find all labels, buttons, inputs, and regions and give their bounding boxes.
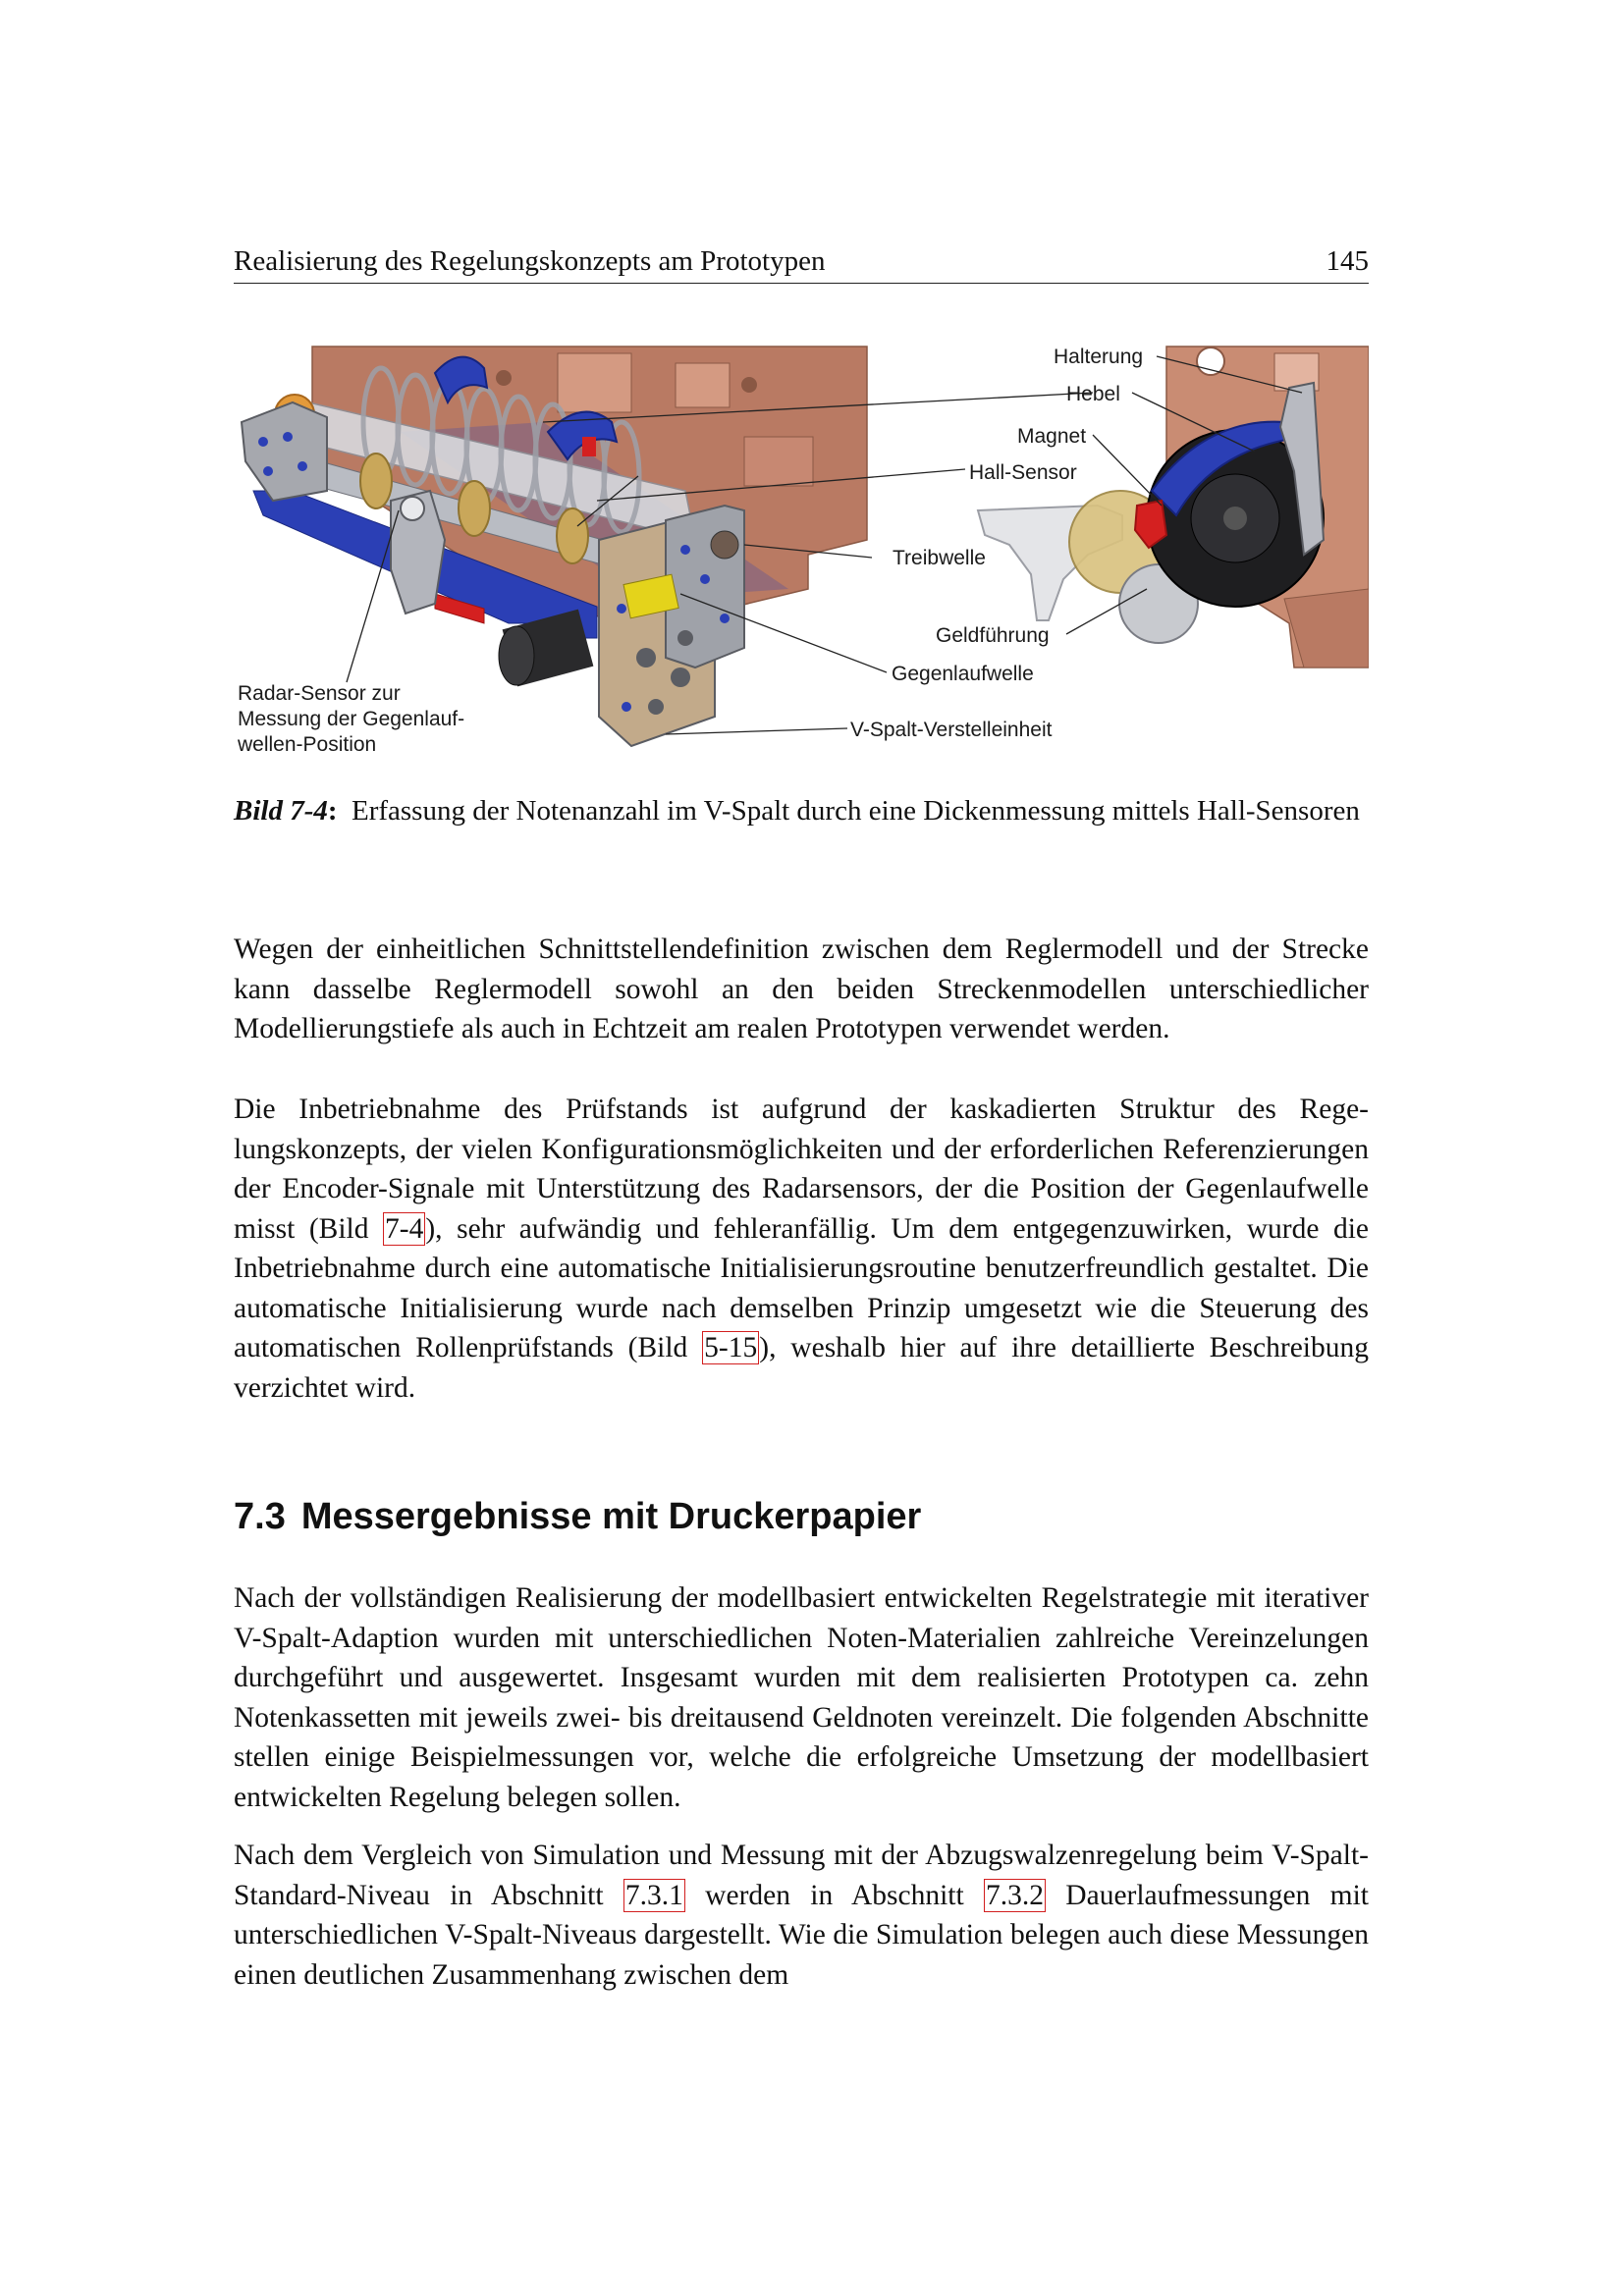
para4-text-1: Nach dem Vergleich von Simulation und Messung mit der Abzugswalzenregelung beim V-Spalt-Standard-Niveau in Abschnitt <box>234 1840 1369 1911</box>
page-number: 145 <box>1326 245 1369 277</box>
detail-right-view <box>978 347 1369 667</box>
label-magnet: Magnet <box>1017 425 1087 448</box>
caption-colon: : <box>327 795 338 827</box>
ref-bild-7-4[interactable]: 7-4 <box>385 1212 424 1245</box>
label-treibwelle: Treibwelle <box>893 547 986 569</box>
running-title: Realisierung des Regelungskonzepts am Prototypen <box>234 245 826 277</box>
section-title: Messergebnisse mit Druckerpapier <box>300 1496 922 1537</box>
label-geldfuehrung: Geldführung <box>936 624 1050 647</box>
label-halterung: Halterung <box>1054 346 1144 368</box>
page-header <box>234 243 1369 284</box>
figure-caption <box>234 791 1369 830</box>
label-radar-line1: Radar-Sensor zur <box>238 682 401 705</box>
para4-text-3: Dauerlaufmessungen mit unterschiedlichen V-Spalt-Niveaus dargestellt. Wie die Simulation belegen auch diese Messungen einen deutlichen Zusammenhang zwischen dem <box>234 1879 1369 1991</box>
caption-label-text: Bild 7-4 <box>234 795 328 827</box>
label-hall-sensor: Hall-Sensor <box>969 461 1077 484</box>
section-heading <box>234 1496 921 1538</box>
red-magnet-1 <box>582 437 596 456</box>
label-gegenlaufwelle: Gegenlaufwelle <box>892 663 1034 685</box>
label-hebel: Hebel <box>1066 383 1120 405</box>
paragraph-1: Wegen der einheitlichen Schnittstellendefinition zwischen dem Reglermodell und der Strecke kann dasselbe Reglermodell sowohl an den beiden Streckenmodellen unterschiedlicher Modellierungstiefe als auch in Echtzeit am realen Prototypen verwendet werden. <box>234 934 1369 1044</box>
v-spalt-unit <box>599 506 744 746</box>
label-v-spalt: V-Spalt-Verstelleinheit <box>850 719 1053 741</box>
section-number: 7.3 <box>234 1496 286 1537</box>
caption-text: Erfassung der Notenanzahl im V-Spalt durch eine Dickenmessung mittels Hall-Sensoren <box>352 795 1360 827</box>
ref-section-7-3-1[interactable]: 7.3.1 <box>624 1879 683 1911</box>
ref-bild-5-15[interactable]: 5-15 <box>704 1332 758 1363</box>
label-radar-line3: wellen-Position <box>238 733 377 756</box>
para4-text-2: werden in Abschnitt <box>684 1879 984 1911</box>
figure-illustration <box>234 344 1369 775</box>
para2-text-2: ), sehr aufwändig und fehleranfällig. Um dem entgegenzuwirken, wurde die Inbetriebnahme durch eine automatische Initialisierungsroutine benutzerfreundlich gestaltet. Die automatische Initialisierung wurde nach demselben Prinzip umgesetzt wie die Steuerung des automatischen Rollenprüfstands (Bild <box>234 1212 1369 1363</box>
label-radar-line2: Messung der Gegenlauf- <box>238 708 465 730</box>
paragraph-2 <box>234 1090 1369 1408</box>
para2-text-3: ), weshalb hier auf ihre detaillierte Beschreibung verzichtet wird. <box>234 1332 1369 1404</box>
detail-bore <box>1197 347 1224 375</box>
ref-section-7-3-2[interactable]: 7.3.2 <box>985 1879 1044 1911</box>
figure-7-4 <box>234 344 1369 775</box>
para2-text-1: Die Inbetriebnahme des Prüfstands ist aufgrund der kaskadierten Struktur des Regelungskonzepts, der vielen Konfigurationsmöglichkeiten und der erforderlichen Referenzierungen der Encoder-Signale mit Unterstützung des Radarsensors, der die Position der Gegenlaufwelle misst (Bild <box>234 1094 1369 1245</box>
paragraph-3: Nach der vollständigen Realisierung der modellbasiert entwickelten Regelstrategie mit iterativer V-Spalt-Adaption wurden mit unterschiedlichen Noten-Materialien zahlreiche Vereinzelungen durchgeführt und ausgewertet. Insgesamt wurden mit dem realisierten Prototypen ca. zehn Notenkassetten mit jeweils zwei- bis dreitausend Geldnoten vereinzelt. Die folgenden Abschnitte stellen einige Beispielmessungen vor, welche die erfolgreiche Umsetzung der modellbasiert entwickelten Regelung belegen sollen. <box>234 1582 1369 1813</box>
left-end-plate <box>242 402 327 501</box>
paragraph-4 <box>234 1836 1369 1995</box>
caption-label <box>234 791 338 830</box>
